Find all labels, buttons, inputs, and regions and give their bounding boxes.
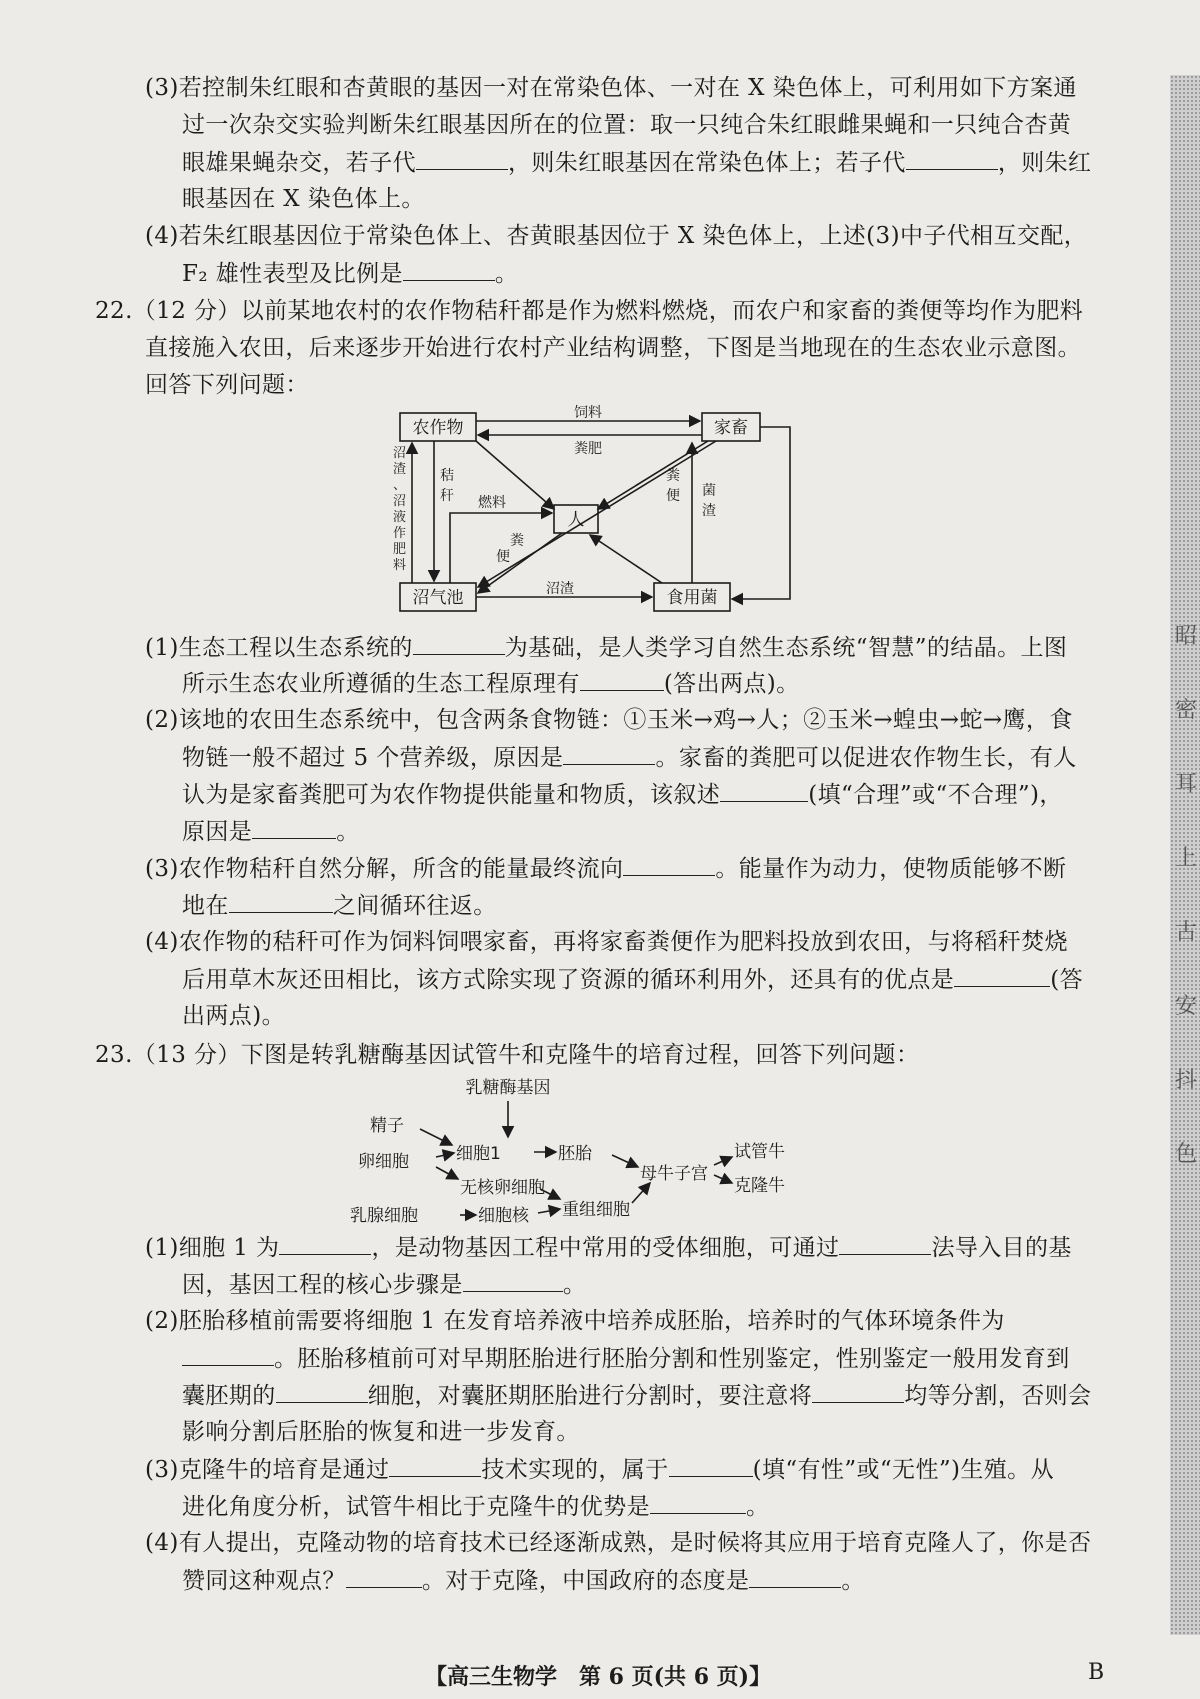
answer-blank[interactable] [463, 1269, 563, 1292]
text: 认为是家畜粪肥可为农作物提供能量和物质，该叙述 [182, 782, 721, 808]
answer-blank[interactable] [563, 742, 655, 765]
q23-part2-line1: (2)胚胎移植前需要将细胞 1 在发育培养液中培养成胚胎，培养时的气体环境条件为 [145, 1308, 1005, 1334]
text: F₂ 雄性表型及比例是 [182, 261, 403, 287]
label-ivf-cow: 试管牛 [734, 1142, 785, 1162]
text: (填“有性”或“无性”)生殖。从 [752, 1457, 1054, 1483]
margin-char: 安 [1174, 994, 1197, 1019]
arrow-nucleus-to-recombinant [538, 1209, 560, 1213]
label-uterus: 母牛子宫 [640, 1164, 708, 1184]
q23-part1-line1 [145, 1232, 1072, 1263]
margin-char: 上 [1174, 846, 1197, 871]
arrow-egg-to-enucleated [436, 1167, 458, 1179]
text: (答出两点)。 [663, 671, 800, 697]
vertical-label-char: 料 [393, 558, 407, 573]
answer-blank[interactable] [720, 779, 808, 802]
answer-blank[interactable] [252, 816, 336, 839]
text: 为基础，是人类学习自然生态系统“智慧”的结晶。上图 [504, 635, 1068, 661]
text: (答 [1050, 967, 1083, 993]
q21-part3-line1: (3)若控制朱红眼和杏黄眼的基因一对在常染色体、一对在 X 染色体上，可利用如下方案通 [145, 75, 1077, 101]
label-biogas-residue: 沼渣 [546, 581, 574, 597]
q22-part2-line1: (2)该地的农田生态系统中，包含两条食物链：①玉米→鸡→人；②玉米→蝗虫→蛇→鹰，食 [145, 707, 1073, 733]
vertical-label-char: 沼 [393, 494, 407, 509]
q22-part2-line4 [182, 816, 360, 847]
answer-blank[interactable] [403, 258, 495, 281]
label-embryo: 胚胎 [558, 1144, 592, 1164]
text: (3)农作物秸秆自然分解，所含的能量最终流向 [145, 856, 624, 882]
label-feces-livestock-1: 粪 [666, 468, 680, 484]
arrow-egg-to-cell1 [436, 1153, 454, 1157]
answer-blank[interactable] [346, 1565, 422, 1588]
text: (1)生态工程以生态系统的 [145, 635, 413, 661]
node-fungi: 食用菌 [666, 588, 718, 608]
label-cell1: 细胞1 [456, 1144, 501, 1164]
label-feces-person-1: 粪 [510, 533, 524, 549]
q22-part3-line2 [182, 890, 497, 921]
answer-blank[interactable] [389, 1454, 481, 1477]
text: 细胞，对囊胚期胚胎进行分割时，要注意将 [367, 1383, 813, 1409]
binding-margin-text [1172, 600, 1200, 1192]
q22-part1-line2 [182, 668, 800, 699]
label-nucleus: 细胞核 [478, 1206, 529, 1226]
label-lactase-gene: 乳糖酶基因 [465, 1078, 551, 1098]
text: ，则朱红眼基因在常染色体上；若子代 [508, 150, 906, 176]
text: (1)细胞 1 为 [145, 1235, 280, 1261]
text: 。胚胎移植前可对早期胚胎进行胚胎分割和性别鉴定，性别鉴定一般用发育到 [274, 1346, 1070, 1372]
label-sperm: 精子 [370, 1116, 404, 1136]
answer-blank[interactable] [413, 632, 505, 655]
answer-blank[interactable] [182, 1343, 274, 1366]
arrow-outer-loop [732, 427, 790, 599]
page-footer: 【高三生物学 第 6 页(共 6 页)】 [425, 1664, 772, 1690]
margin-char: 耳 [1174, 772, 1197, 797]
node-crops: 农作物 [412, 418, 464, 438]
vertical-label-char: 渣 [393, 462, 407, 477]
arrow-uterus-to-ivf [714, 1157, 732, 1165]
q21-part3-line4: 眼基因在 X 染色体上。 [182, 186, 425, 212]
text: (3)克隆牛的培育是通过 [145, 1457, 390, 1483]
answer-blank[interactable] [650, 1491, 746, 1514]
q22-header-line1: 22.（12 分）以前某地农村的农作物秸秆都是作为燃料燃烧，而农户和家畜的粪便等均作为肥料 [95, 298, 1084, 324]
text: 。 [562, 1272, 587, 1298]
label-straw-1: 秸 [440, 468, 454, 484]
margin-char: 古 [1174, 920, 1197, 945]
arrow-livestock-feces [478, 441, 716, 587]
text: 法导入目的基 [931, 1235, 1072, 1261]
text: 。 [746, 1494, 770, 1520]
label-mammary-cell: 乳腺细胞 [350, 1206, 418, 1226]
text: 因，基因工程的核心步骤是 [182, 1272, 463, 1298]
text: 眼雄果蝇杂交，若子代 [182, 150, 416, 176]
q22-part4-line3: 出两点)。 [182, 1003, 285, 1029]
answer-blank[interactable] [669, 1454, 753, 1477]
label-egg: 卵细胞 [358, 1152, 409, 1172]
margin-char: 抖 [1174, 1068, 1197, 1093]
paper-version-mark: B [1088, 1660, 1105, 1685]
label-mushroom-residue-1: 菌 [702, 483, 716, 499]
label-clone-cow: 克隆牛 [734, 1176, 785, 1196]
arrow-sperm-to-cell1 [420, 1129, 452, 1145]
q22-header-line2: 直接施入农田，后来逐步开始进行农村产业结构调整，下图是当地现在的生态农业示意图。 [145, 335, 1081, 361]
label-manure: 粪肥 [574, 441, 602, 457]
q23-part3-line2 [182, 1491, 769, 1522]
answer-blank[interactable] [812, 1380, 904, 1403]
arrow-uterus-to-clone [714, 1175, 732, 1183]
label-feces-person-2: 便 [496, 549, 510, 565]
q22-part1-line1 [145, 632, 1067, 663]
text: 技术实现的，属于 [481, 1457, 669, 1483]
label-feces-livestock-2: 便 [666, 488, 680, 504]
q23-part4-line1: (4)有人提出，克隆动物的培育技术已经逐渐成熟，是时候将其应用于培育克隆人了，你是否 [145, 1530, 1092, 1556]
q22-header-line3: 回答下列问题： [145, 372, 309, 398]
text: 进化角度分析，试管牛相比于克隆牛的优势是 [182, 1494, 650, 1520]
node-livestock: 家畜 [714, 418, 748, 438]
answer-blank[interactable] [580, 668, 664, 691]
q22-part2-line2 [182, 742, 1077, 773]
text: 之间循环往返。 [332, 893, 497, 919]
vertical-label-char: 液 [393, 510, 407, 525]
node-biogas: 沼气池 [412, 588, 464, 608]
answer-blank[interactable] [839, 1232, 931, 1255]
answer-blank[interactable] [749, 1565, 841, 1588]
q21-part4-line2 [182, 258, 518, 289]
label-mushroom-residue-2: 渣 [702, 503, 716, 519]
q23-part2-line4: 影响分割后胚胎的恢复和进一步发育。 [182, 1419, 580, 1445]
q22-part3-line1 [145, 853, 1066, 884]
text: 原因是 [182, 819, 253, 845]
text: 。能量作为动力，使物质能够不断 [715, 856, 1067, 882]
text: 。对于克隆，中国政府的态度是 [421, 1568, 750, 1594]
q21-part3-line2: 过一次杂交实验判断朱红眼基因所在的位置：取一只纯合朱红眼雌果蝇和一只纯合杏黄 [182, 112, 1072, 138]
arrow-embryo-to-uterus [612, 1155, 638, 1167]
vertical-label-char: 肥 [393, 542, 407, 557]
q21-part3-line3 [182, 147, 1091, 178]
text: 赞同这种观点？ [182, 1568, 346, 1594]
vertical-label-char: 沼 [393, 446, 407, 461]
q23-part1-line2 [182, 1269, 586, 1300]
cloning-process-diagram [350, 1075, 850, 1226]
vertical-label-char: 、 [393, 478, 407, 493]
answer-blank[interactable] [954, 964, 1050, 987]
q23-part4-line2 [182, 1565, 865, 1596]
text: ，则朱红 [997, 150, 1092, 176]
margin-char: 密 [1174, 698, 1197, 723]
text: 所示生态农业所遵循的生态工程原理有 [182, 671, 580, 697]
text: 。家畜的粪肥可以促进农作物生长，有人 [655, 745, 1077, 771]
margin-char: 色 [1174, 1142, 1197, 1167]
label-recombinant-cell: 重组细胞 [562, 1200, 630, 1220]
label-enucleated-egg: 无核卵细胞 [460, 1178, 545, 1198]
arrow-recombinant-to-uterus [632, 1183, 650, 1203]
text: 。 [841, 1568, 865, 1594]
answer-blank[interactable] [906, 147, 998, 170]
label-fuel: 燃料 [478, 495, 506, 511]
text: 地在 [182, 893, 229, 919]
text: ，是动物基因工程中常用的受体细胞，可通过 [371, 1235, 840, 1261]
q21-part4-line1: (4)若朱红眼基因位于常染色体上、杏黄眼基因位于 X 染色体上，上述(3)中子代相互交配， [145, 223, 1088, 249]
text: 物链一般不超过 5 个营养级，原因是 [182, 745, 564, 771]
label-residue-vertical [393, 446, 406, 573]
q22-part4-line1: (4)农作物的秸秆可作为饲料饲喂家畜，再将家畜粪便作为肥料投放到农田，与将稻秆焚烧 [145, 929, 1068, 955]
text: 。 [336, 819, 360, 845]
text: 后用草木灰还田相比，该方式除实现了资源的循环利用外，还具有的优点是 [182, 967, 955, 993]
q23-part2-line3 [182, 1380, 1091, 1411]
answer-blank[interactable] [229, 890, 333, 913]
answer-blank[interactable] [279, 1232, 371, 1255]
text: 。 [494, 261, 519, 287]
answer-blank[interactable] [276, 1380, 368, 1403]
answer-blank[interactable] [623, 853, 715, 876]
vertical-label-char: 作 [393, 526, 407, 541]
eco-agriculture-diagram [390, 405, 810, 625]
q22-part2-line3 [182, 779, 1063, 810]
q23-part2-line2 [182, 1343, 1070, 1374]
arrow-fungi-to-person [590, 535, 662, 583]
label-feed: 饲料 [574, 405, 602, 421]
q23-part3-line1 [145, 1454, 1054, 1485]
answer-blank[interactable] [416, 147, 508, 170]
text: (填“合理”或“不合理”)， [808, 782, 1063, 808]
text: 均等分割，否则会 [904, 1383, 1092, 1409]
q22-part4-line2 [182, 964, 1083, 995]
text: 囊胚期的 [182, 1383, 276, 1409]
label-straw-2: 秆 [440, 488, 454, 504]
q23-header: 23.（13 分）下图是转乳糖酶基因试管牛和克隆牛的培育过程，回答下列问题： [95, 1042, 920, 1068]
margin-char: 昭 [1174, 624, 1197, 649]
node-person: 人 [567, 510, 585, 530]
